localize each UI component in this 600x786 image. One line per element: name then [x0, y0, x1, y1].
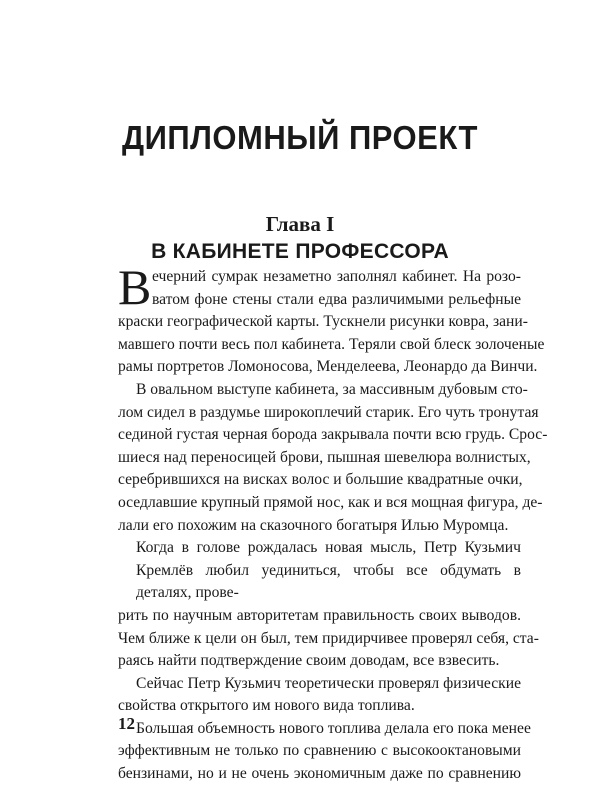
text-line: эффективным не только по сравнению с высокооктановыми — [118, 742, 521, 760]
text-line: шиеся над переносицей брови, пышная шевелюра волнистых, — [118, 448, 531, 466]
paragraph-1 — [118, 259, 545, 379]
text-line: мавшего почти весь пол кабинета. Теряли свой блеск золоченые — [118, 335, 545, 353]
text-line: бензинами, но и не очень экономичным даже по сравнению — [118, 765, 521, 783]
part-title: ДИПЛОМНЫЙ ПРОЕКТ — [122, 118, 478, 157]
body-text — [118, 259, 548, 786]
text-line: рамы портретов Ломоносова, Менделеева, Леонардо да Винчи. — [118, 358, 538, 376]
text-line: Сейчас Петр Кузьмич теоретически проверял физические — [136, 674, 521, 692]
paragraph-3 — [118, 537, 539, 673]
text-line: раясь найти подтверждение своим доводам, все взвесить. — [118, 652, 500, 670]
chapter-name: В КАБИНЕТЕ ПРОФЕССОРА — [151, 240, 449, 263]
paragraph-5 — [118, 718, 531, 786]
text-line: оседлавшие крупный прямой нос, как и вся мощная фигура, де- — [118, 493, 543, 511]
text-line: краски географической карты. Тускнели рисунки ковра, зани- — [118, 313, 528, 331]
text-line: Чем ближе к цели он был, тем придирчивее проверял себя, ста- — [118, 629, 539, 647]
text-line: Когда в голове рождалась новая мысль, Петр Кузьмич Кремлёв любил уединиться, чтобы все обдумать в деталях, прове- — [136, 539, 521, 602]
drop-cap: В — [118, 259, 152, 315]
text-line: В овальном выступе кабинета, за массивным дубовым сто- — [136, 380, 528, 398]
text-line: рить по научным авторитетам правильность своих выводов. — [118, 606, 521, 624]
text-line: лали его похожим на сказочного богатыря Илью Муромца. — [118, 516, 509, 534]
page-number: 12 — [118, 714, 135, 733]
paragraph-4 — [118, 673, 521, 718]
text-line: ватом фоне стены стали едва различимыми рельефные — [152, 290, 521, 308]
chapter-number: Глава I — [265, 212, 335, 236]
text-line: серебрившихся на висках волос и большие квадратные очки, — [118, 471, 523, 489]
text-line: ечерний сумрак незаметно заполнял кабинет. На розо- — [152, 268, 521, 285]
text-line: свойства открытого им нового вида топлива. — [118, 697, 415, 715]
paragraph-2 — [118, 379, 548, 537]
chapter-heading — [0, 210, 600, 266]
text-line: сединой густая черная борода закрывала почти всю грудь. Срос- — [118, 426, 548, 444]
text-line: лом сидел в раздумье широкоплечий старик. Его чуть тронутая — [118, 403, 539, 421]
text-line: Большая объемность нового топлива делала его пока менее — [136, 719, 531, 737]
